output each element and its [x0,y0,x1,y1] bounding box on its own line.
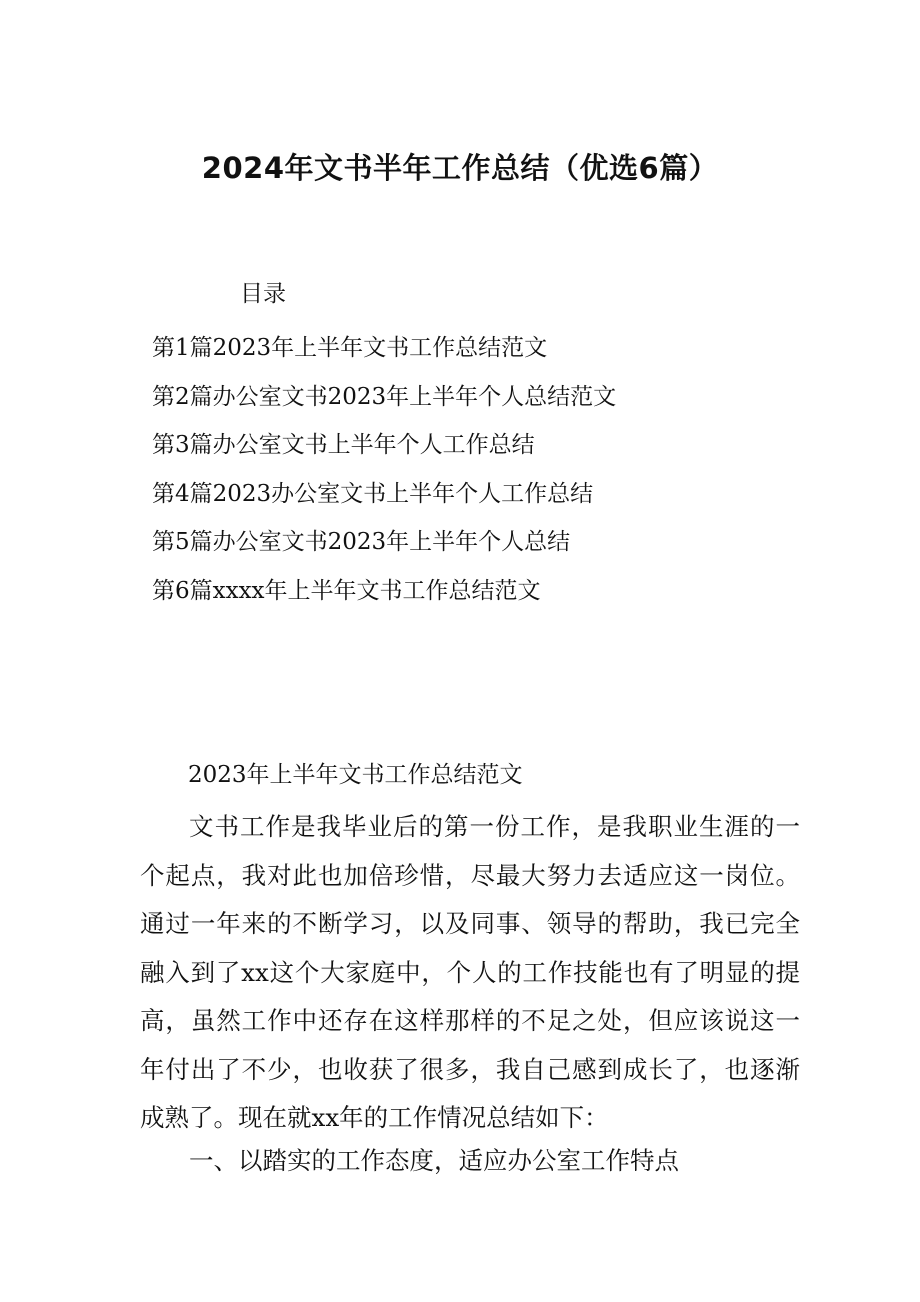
body-paragraph: 文书工作是我毕业后的第一份工作，是我职业生涯的一个起点，我对此也加倍珍惜，尽最大努力去适应这一岗位。通过一年来的不断学习，以及同事、领导的帮助，我已完全融入到了xx这个大家庭中，个人的工作技能也有了明显的提高，虽然工作中还存在这样那样的不足之处，但应该说这一年付出了不少，也收获了很多，我自己感到成长了，也逐渐成熟了。现在就xx年的工作情况总结如下： [140,812,800,1132]
toc-item-1[interactable]: 第1篇2023年上半年文书工作总结范文 [152,335,548,361]
document-title: 2024年文书半年工作总结（优选6篇） [201,151,719,185]
table-of-contents [152,324,616,615]
section-subheading: 一、以踏实的工作态度，适应办公室工作特点 [189,1146,679,1175]
section-title: 2023年上半年文书工作总结范文 [188,762,523,788]
toc-item-2[interactable]: 第2篇办公室文书2023年上半年个人总结范文 [152,383,617,410]
toc-item-6[interactable]: 第6篇xxxx年上半年文书工作总结范文 [152,577,541,604]
toc-item-4[interactable]: 第4篇2023办公室文书上半年个人工作总结 [152,480,594,507]
toc-item-5[interactable]: 第5篇办公室文书2023年上半年个人总结 [152,529,571,555]
toc-item-3[interactable]: 第3篇办公室文书上半年个人工作总结 [152,432,535,458]
toc-heading: 目录 [240,281,286,307]
